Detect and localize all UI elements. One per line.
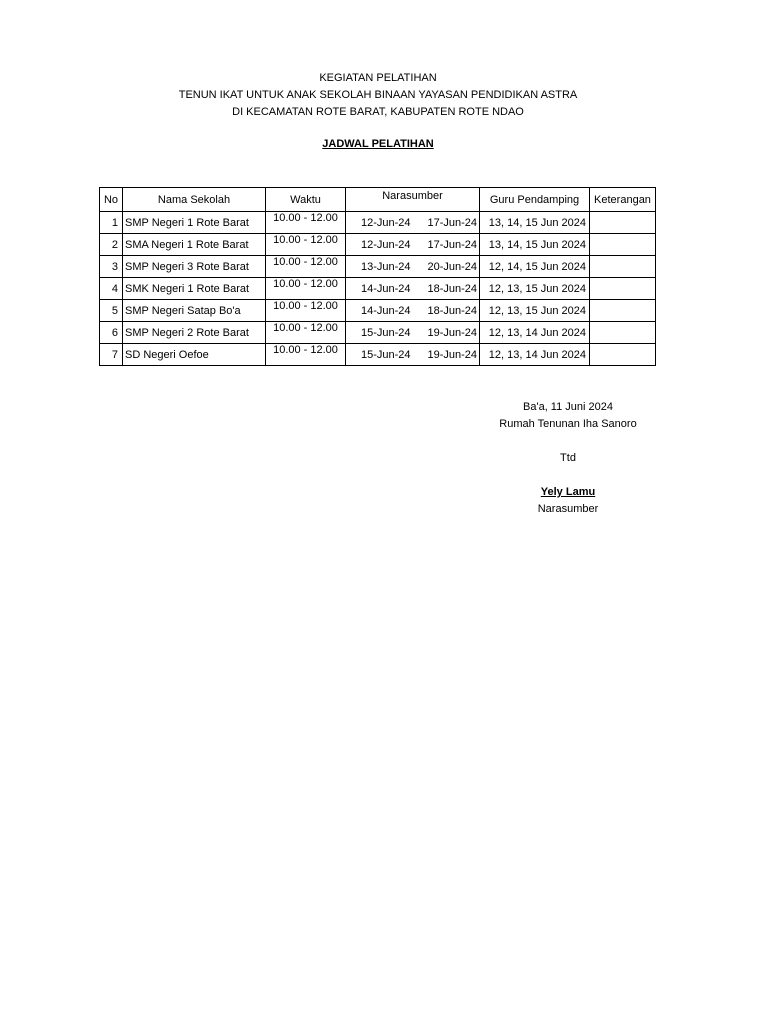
signature-organization: Rumah Tenunan Iha Sanoro	[499, 418, 637, 430]
col-header-speaker: Narasumber	[346, 188, 480, 212]
table-row	[100, 256, 656, 278]
cell-speaker-date-2: 17-Jun-24	[413, 234, 480, 256]
cell-school-name: SMP Negeri Satap Bo'a	[123, 300, 266, 322]
col-header-no: No	[100, 188, 123, 212]
cell-note	[590, 300, 656, 322]
col-header-time: Waktu	[266, 188, 346, 212]
cell-guru-dates: 12, 14, 15 Jun 2024	[480, 256, 590, 278]
cell-guru-dates: 12, 13, 15 Jun 2024	[480, 278, 590, 300]
cell-time: 10.00 - 12.00	[266, 300, 346, 322]
cell-guru-dates: 12, 13, 15 Jun 2024	[480, 300, 590, 322]
cell-speaker-date-1: 14-Jun-24	[346, 278, 413, 300]
table-row	[100, 278, 656, 300]
cell-time: 10.00 - 12.00	[266, 322, 346, 344]
cell-speaker-date-2: 19-Jun-24	[413, 322, 480, 344]
signature-role: Narasumber	[537, 503, 599, 515]
signature-place-date: Ba'a, 11 Juni 2024	[523, 401, 613, 413]
schedule-table-body	[100, 212, 656, 366]
cell-speaker-date-2: 18-Jun-24	[413, 278, 480, 300]
cell-no: 4	[100, 278, 123, 300]
cell-time: 10.00 - 12.00	[266, 256, 346, 278]
cell-speaker-date-1: 15-Jun-24	[346, 344, 413, 366]
cell-no: 3	[100, 256, 123, 278]
cell-guru-dates: 13, 14, 15 Jun 2024	[480, 234, 590, 256]
cell-time: 10.00 - 12.00	[266, 344, 346, 366]
table-row	[100, 322, 656, 344]
cell-speaker-date-1: 12-Jun-24	[346, 234, 413, 256]
cell-speaker-date-2: 17-Jun-24	[413, 212, 480, 234]
cell-time: 10.00 - 12.00	[266, 212, 346, 234]
table-row	[100, 212, 656, 234]
schedule-title: JADWAL PELATIHAN	[322, 138, 434, 150]
cell-time: 10.00 - 12.00	[266, 234, 346, 256]
signature-ttd: Ttd	[560, 452, 576, 464]
cell-no: 5	[100, 300, 123, 322]
heading-line-2: TENUN IKAT UNTUK ANAK SEKOLAH BINAAN YAYASAN PENDIDIKAN ASTRA	[178, 89, 578, 101]
signature-name: Yely Lamu	[540, 486, 596, 498]
cell-school-name: SD Negeri Oefoe	[123, 344, 266, 366]
cell-note	[590, 278, 656, 300]
table-row	[100, 300, 656, 322]
cell-guru-dates: 13, 14, 15 Jun 2024	[480, 212, 590, 234]
cell-note	[590, 322, 656, 344]
cell-note	[590, 234, 656, 256]
cell-school-name: SMP Negeri 3 Rote Barat	[123, 256, 266, 278]
cell-no: 1	[100, 212, 123, 234]
schedule-table	[99, 187, 656, 366]
cell-speaker-date-2: 19-Jun-24	[413, 344, 480, 366]
cell-guru-dates: 12, 13, 14 Jun 2024	[480, 344, 590, 366]
cell-speaker-date-2: 18-Jun-24	[413, 300, 480, 322]
cell-guru-dates: 12, 13, 14 Jun 2024	[480, 322, 590, 344]
signature-block	[468, 399, 668, 518]
cell-note	[590, 256, 656, 278]
cell-speaker-date-1: 15-Jun-24	[346, 322, 413, 344]
cell-time: 10.00 - 12.00	[266, 278, 346, 300]
cell-note	[590, 344, 656, 366]
col-header-guru: Guru Pendamping	[480, 188, 590, 212]
cell-no: 7	[100, 344, 123, 366]
heading-line-1: KEGIATAN PELATIHAN	[319, 72, 437, 84]
heading-line-3: DI KECAMATAN ROTE BARAT, KABUPATEN ROTE NDAO	[232, 106, 524, 118]
table-row	[100, 234, 656, 256]
cell-speaker-date-2: 20-Jun-24	[413, 256, 480, 278]
document-heading	[0, 70, 756, 121]
table-header-row	[100, 188, 656, 212]
col-header-school: Nama Sekolah	[123, 188, 266, 212]
cell-school-name: SMK Negeri 1 Rote Barat	[123, 278, 266, 300]
cell-speaker-date-1: 13-Jun-24	[346, 256, 413, 278]
cell-no: 2	[100, 234, 123, 256]
col-header-note: Keterangan	[590, 188, 656, 212]
cell-speaker-date-1: 12-Jun-24	[346, 212, 413, 234]
cell-school-name: SMA Negeri 1 Rote Barat	[123, 234, 266, 256]
cell-note	[590, 212, 656, 234]
table-row	[100, 344, 656, 366]
cell-speaker-date-1: 14-Jun-24	[346, 300, 413, 322]
cell-school-name: SMP Negeri 2 Rote Barat	[123, 322, 266, 344]
cell-no: 6	[100, 322, 123, 344]
cell-school-name: SMP Negeri 1 Rote Barat	[123, 212, 266, 234]
